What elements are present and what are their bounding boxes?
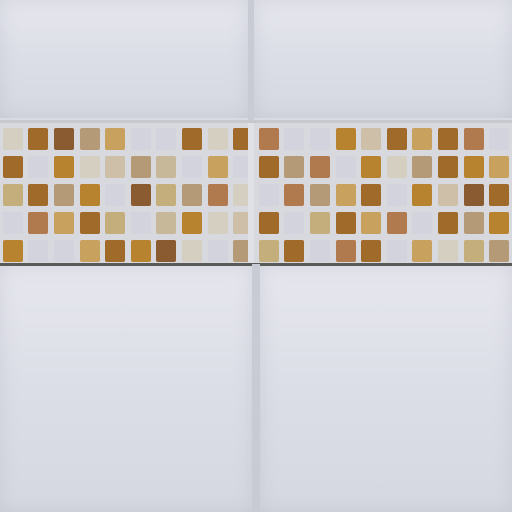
mosaic-chip (80, 184, 100, 206)
mosaic-chip (131, 184, 151, 206)
mosaic-chip (464, 240, 484, 262)
mosaic-chip (310, 184, 330, 206)
mosaic-chip (284, 156, 304, 178)
mosaic-chip (156, 128, 176, 150)
mosaic-chip (489, 240, 509, 262)
mosaic-chip (489, 128, 509, 150)
mosaic-chip (131, 212, 151, 234)
mosaic-chip (54, 128, 74, 150)
mosaic-chip (284, 184, 304, 206)
mosaic-chip (105, 212, 125, 234)
mosaic-chip (361, 240, 381, 262)
mosaic-chip (156, 240, 176, 262)
mosaic-chip (438, 156, 458, 178)
mosaic-chip (105, 128, 125, 150)
mosaic-chip (489, 156, 509, 178)
mosaic-chip (361, 184, 381, 206)
mosaic-chip (361, 128, 381, 150)
mosaic-chip (80, 128, 100, 150)
mosaic-chip (3, 240, 23, 262)
mosaic-chip (3, 128, 23, 150)
mosaic-chip (80, 240, 100, 262)
mosaic-chip (361, 212, 381, 234)
wall-tile-top-left (0, 0, 248, 118)
mosaic-chip (412, 184, 432, 206)
wall-tile-top-right (254, 0, 512, 118)
mosaic-chip (259, 184, 279, 206)
mosaic-chip (156, 212, 176, 234)
mosaic-chip (336, 212, 356, 234)
mosaic-chip (182, 128, 202, 150)
wall-tile-bottom-right (260, 266, 512, 512)
mosaic-chip (182, 212, 202, 234)
mosaic-grid (0, 123, 512, 263)
mosaic-chip (208, 128, 228, 150)
mosaic-chip (387, 156, 407, 178)
mosaic-chip (284, 128, 304, 150)
mosaic-chip (105, 184, 125, 206)
mosaic-chip (54, 184, 74, 206)
mosaic-chip (310, 128, 330, 150)
mosaic-chip (28, 156, 48, 178)
mosaic-chip (310, 156, 330, 178)
mosaic-chip (259, 240, 279, 262)
mosaic-chip (28, 212, 48, 234)
mosaic-chip (489, 184, 509, 206)
mosaic-chip (131, 156, 151, 178)
mosaic-chip (336, 156, 356, 178)
mosaic-chip (310, 212, 330, 234)
mosaic-chip (28, 128, 48, 150)
mosaic-chip (182, 156, 202, 178)
mosaic-chip (208, 156, 228, 178)
mosaic-chip (412, 240, 432, 262)
mosaic-chip (28, 184, 48, 206)
mosaic-chip (259, 212, 279, 234)
grout-line-bottom (252, 264, 260, 512)
mosaic-chip (412, 128, 432, 150)
mosaic-chip (336, 184, 356, 206)
mosaic-chip (259, 156, 279, 178)
mosaic-chip (182, 240, 202, 262)
mosaic-chip (412, 212, 432, 234)
wall-tile-bottom-left (0, 266, 252, 512)
mosaic-chip (3, 156, 23, 178)
mosaic-chip (208, 240, 228, 262)
mosaic-chip (464, 184, 484, 206)
mosaic-chip (284, 240, 304, 262)
grout-line-top (248, 0, 254, 120)
mosaic-chip (105, 240, 125, 262)
mosaic-chip (3, 212, 23, 234)
mosaic-chip (387, 240, 407, 262)
mosaic-chip (336, 128, 356, 150)
mosaic-chip (284, 212, 304, 234)
mosaic-chip (3, 184, 23, 206)
mosaic-chip (54, 240, 74, 262)
mosaic-chip (310, 240, 330, 262)
mosaic-chip (438, 184, 458, 206)
mosaic-chip (208, 184, 228, 206)
mosaic-border-band (0, 120, 512, 266)
mosaic-chip (105, 156, 125, 178)
mosaic-chip (80, 156, 100, 178)
mosaic-chip (464, 128, 484, 150)
mosaic-chip (464, 212, 484, 234)
mosaic-chip (438, 240, 458, 262)
mosaic-chip (54, 212, 74, 234)
mosaic-chip (336, 240, 356, 262)
mosaic-chip (182, 184, 202, 206)
band-grout-line (248, 123, 254, 263)
mosaic-chip (464, 156, 484, 178)
mosaic-chip (387, 128, 407, 150)
mosaic-chip (387, 212, 407, 234)
mosaic-chip (438, 212, 458, 234)
mosaic-chip (131, 240, 151, 262)
mosaic-chip (156, 156, 176, 178)
mosaic-chip (387, 184, 407, 206)
mosaic-chip (131, 128, 151, 150)
mosaic-chip (412, 156, 432, 178)
mosaic-chip (361, 156, 381, 178)
mosaic-chip (438, 128, 458, 150)
mosaic-chip (28, 240, 48, 262)
mosaic-chip (54, 156, 74, 178)
mosaic-chip (156, 184, 176, 206)
mosaic-chip (259, 128, 279, 150)
mosaic-chip (489, 212, 509, 234)
mosaic-chip (208, 212, 228, 234)
mosaic-chip (80, 212, 100, 234)
